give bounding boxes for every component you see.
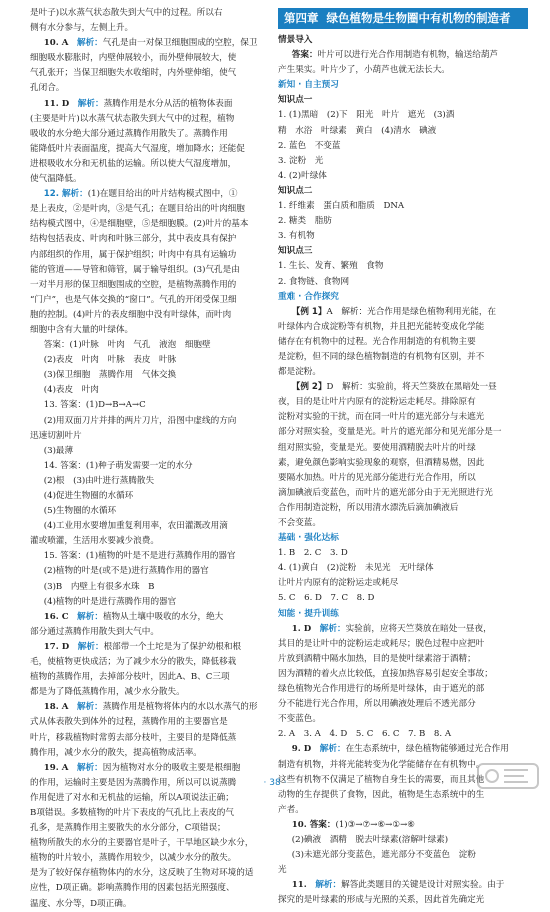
text-line: 5. C 6. D 7. C 8. D bbox=[278, 593, 375, 604]
text-line: 结构模式图中，④是细胞壁，⑤是细胞膜。(2)叶片的基本 bbox=[30, 219, 249, 230]
text-line: 要隔水加热。叶片的见光部分能进行光合作用，所以 bbox=[278, 472, 476, 483]
text-line: 1. 生长、发育、繁殖 食物 bbox=[278, 261, 384, 272]
text-line: 产者。 bbox=[278, 804, 304, 815]
text-line: 是淀粉，但不同的绿色植物制造的有机物有区别，并不 bbox=[278, 351, 485, 362]
text-line: 制造有机物，并将光能转变为化学能储存在有机物中。 bbox=[278, 759, 485, 770]
text-line: 分不能进行光合作用，所以用碘液处理后不透光部分 bbox=[278, 699, 476, 710]
text-line: 侧有水分参与，左侧上升。 bbox=[30, 23, 134, 34]
text-line: 能的管道——导管和筛管，属于输导组织。(3)气孔是由 bbox=[30, 264, 240, 275]
text-line: “门户”，也是气体交换的“窗口”。气孔的开闭受保卫细 bbox=[30, 294, 237, 305]
text-line: 植物所散失的水分的主要器官是叶子，干旱地区缺少水分， bbox=[30, 838, 254, 849]
answer-line: (4)表皮 叶肉 bbox=[43, 385, 99, 396]
text-line: 叶绿体内合成淀粉等有机物，并且把光能转变成化学能 bbox=[278, 321, 485, 332]
text-line: 2. 食物链、食物网 bbox=[278, 276, 350, 287]
answer-line: (4)植物的叶是进行蒸腾作用的器官 bbox=[43, 596, 177, 607]
text-line: 其目的是让叶中的淀粉运走或耗尽；脱色过程中应把叶 bbox=[278, 638, 485, 649]
section-heading: 情景导入 bbox=[278, 35, 313, 45]
text-line: 应性，D项正确。影响蒸腾作用的因素包括光照强度、 bbox=[30, 883, 235, 894]
text-line: 3. 淀粉 光 bbox=[278, 155, 324, 166]
answer-line: 灌或喷灌，生活用水要减少浪费。 bbox=[30, 536, 159, 547]
text-line: 部分对照实验，变量是光。叶片的遮光部分和见光部分是一 bbox=[278, 427, 502, 438]
text-line: 组对照实验，变量是光。要使用酒精脱去叶片的叶绿 bbox=[278, 442, 476, 453]
section-heading: 知能 · 提升训练 bbox=[278, 608, 339, 619]
text-line: 毛，使植物更快成活；为了减少水分的散失，降低移栽 bbox=[30, 657, 237, 668]
text-line: 让叶片内原有的淀粉运走或耗尽 bbox=[278, 578, 399, 589]
training-1: 1. D 解析：实验前，应将天竺葵放在暗处一昼夜， bbox=[291, 623, 492, 634]
text-line: 素，避免颜色影响实验现象的观察，但酒精易燃，因此 bbox=[278, 457, 485, 468]
text-line: 4. (1)黄白 (2)淀粉 未见光 无叶绿体 bbox=[278, 563, 434, 574]
text-line: 产生果实。叶片少了，小葫芦也就无法长大。 bbox=[278, 65, 450, 76]
text-line: 合作用制造淀粉，所以用清水漂洗后滴加碘液后 bbox=[278, 502, 459, 513]
chapter-title: 绿色植物是生物圈中有机物的制造者 bbox=[326, 11, 511, 25]
text-line: 叶片，移栽植物时常剪去部分枝叶，主要目的是降低蒸 bbox=[30, 732, 237, 743]
answer-10: 10. A 解析：气孔是由一对保卫细胞围成的空腔，保卫 bbox=[43, 38, 258, 49]
text-line: (3)未遮光部分变蓝色，遮光部分不变蓝色 淀粉 bbox=[291, 850, 476, 861]
answer-line: (3)B 内壁上有很多水珠 B bbox=[43, 581, 155, 592]
text-line: 1. 纤维素 蛋白质和脂质 DNA bbox=[278, 201, 405, 212]
text-line: 3. 有机物 bbox=[278, 231, 315, 242]
answer-line: (4)促进生物圈的水循环 bbox=[43, 491, 134, 501]
section-heading: 新知 · 自主预习 bbox=[278, 80, 339, 91]
text-line: 探究的是叶绿素的形成与光照的关系，因此首先确定光 bbox=[278, 895, 485, 906]
text-line: 内部组织的作用，属于保护组织；叶肉中有具有运输功 bbox=[30, 249, 237, 260]
text-line: 一对半月形的保卫细胞围成的空腔，是植物蒸腾作用的 bbox=[30, 279, 237, 290]
text-line: 式从体表散失到体外的过程，蒸腾作用的主要器官是 bbox=[30, 717, 228, 728]
text-line: 都是为了降低蒸腾作用，减少水分散失。 bbox=[30, 687, 185, 698]
text-line: 孔闭合。 bbox=[30, 83, 65, 94]
text-line: 胞的控制。(4)叶片的表皮细胞中没有叶绿体，而叶肉 bbox=[30, 309, 232, 320]
text-line: 4. (2)叶绿体 bbox=[278, 170, 327, 181]
text-line: (2)碘液 酒精 脱去叶绿素(溶解叶绿素) bbox=[291, 834, 449, 845]
knowledge-heading: 知识点一 bbox=[278, 95, 313, 106]
text-line: 结构包括表皮、叶肉和叶脉三部分，其中表皮具有保护 bbox=[30, 234, 237, 245]
text-line: 腾作用，减少水分的散失，提高植物成活率。 bbox=[30, 747, 202, 758]
answer-line: (2)表皮 叶肉 叶脉 表皮 叶脉 bbox=[43, 355, 177, 366]
text-line: 滴加碘液后变蓝色，而叶片的遮光部分由于无光照进行光 bbox=[278, 487, 493, 498]
text-line: 吸收的水分绝大部分通过蒸腾作用散失了。蒸腾作用 bbox=[30, 128, 228, 139]
page-number: · 38 · bbox=[263, 778, 287, 788]
answer-13: 13. 答案：(1)D→B→A→C bbox=[43, 400, 146, 411]
text-line: 1. (1)黑暗 (2)下 阳光 叶片 遮光 (3)酒 bbox=[278, 110, 455, 121]
chapter-banner bbox=[278, 8, 528, 29]
text-line: 2. 蓝色 不变蓝 bbox=[278, 140, 341, 151]
text-line: 夜，目的是让叶片内原有的淀粉运走耗尽。排除原有 bbox=[278, 397, 476, 408]
text-line: 因为酒精的着火点比较低，直接加热容易引起安全事故； bbox=[278, 668, 493, 679]
section-heading: 基础 · 强化达标 bbox=[278, 533, 339, 544]
text-line: 孔多，是蒸腾作用主要散失的水分部分，C项错误； bbox=[30, 823, 226, 834]
text-line: 精 水浴 叶绿素 黄白 (4)清水 碘液 bbox=[278, 125, 437, 136]
text-line: 植物的叶片较小，蒸腾作用较少，以减少水分的散失。 bbox=[30, 853, 237, 864]
answer-15: 15. 答案：(1)植物的叶是不是进行蒸腾作用的器官 bbox=[43, 551, 236, 562]
text-line: 植物的蒸腾作用，去掉部分枝叶，因此A、B、C三项 bbox=[30, 672, 230, 683]
knowledge-heading: 知识点二 bbox=[278, 185, 313, 196]
text-line: 细胞吸水膨胀时，内壁伸展较小，而外壁伸展较大，使 bbox=[30, 53, 237, 64]
training-10: 10. 答案：(1)③→⑦→⑥→①→⑥ bbox=[291, 819, 415, 830]
training-9: 9. D 解析：在生态系统中，绿色植物能够通过光合作用 bbox=[291, 744, 509, 755]
answer-17: 17. D 解析：根部带一个土坨是为了保护幼根和根 bbox=[43, 641, 242, 652]
answer-line: (2)植物的叶是(或不是)进行蒸腾作用的器官 bbox=[43, 566, 209, 577]
text-line: 2. A 3. A 4. D 5. C 6. C 7. B 8. A bbox=[278, 729, 452, 740]
text-line: 温度、水分等，D项正确。 bbox=[30, 898, 132, 909]
text-line: 都是淀粉。 bbox=[278, 367, 321, 378]
text-line: 这些有机物不仅满足了植物自身生长的需要，而且其他 bbox=[278, 774, 485, 785]
answer-line: (5)生物圈的水循环 bbox=[43, 506, 117, 517]
answer-line: (3)保卫细胞 蒸腾作用 气体交换 bbox=[43, 370, 177, 381]
text-line: 光 bbox=[278, 865, 287, 876]
answer-16: 16. C 解析：植物从土壤中吸收的水分，绝大 bbox=[43, 611, 224, 622]
example-2: 【例 2】D 解析：实验前，将天竺葵放在黑暗处一昼 bbox=[291, 382, 497, 393]
text-line: 能降低叶片表面温度，提高大气湿度，增加降水；还能促 bbox=[30, 143, 245, 154]
text-line: 绿色植物光合作用进行的场所是叶绿体，由于遮光的部 bbox=[278, 684, 485, 695]
training-11: 11. 解析：解答此类题目的关键是设计对照实验。由于 bbox=[291, 880, 505, 891]
answer-11: 11. D 解析：蒸腾作用是水分从活的植物体表面 bbox=[43, 98, 233, 109]
text-line: 动物的生存提供了食物，因此，植物是生态系统中的生 bbox=[278, 789, 485, 800]
watermark-logo-icon bbox=[476, 760, 540, 792]
text-line: 的作用，运输时主要是因为蒸腾作用，所以可以说蒸腾 bbox=[30, 777, 237, 788]
text-line: 进根吸收水分和无机盐的运输。所以使大气湿度增加， bbox=[30, 158, 237, 169]
knowledge-heading: 知识点三 bbox=[278, 246, 313, 257]
answer-18: 18. A 解析：蒸腾作用是植物将体内的水以水蒸气的形 bbox=[43, 702, 258, 713]
answer-line: (3)最薄 bbox=[43, 445, 74, 456]
text-line: 是叶子)以水蒸气状态散失到大气中的过程。所以右 bbox=[30, 8, 223, 18]
text-line: 使气温降低。 bbox=[30, 174, 82, 185]
answer-line: (4)工业用水要增加重复利用率，农田灌溉改用滴 bbox=[43, 521, 228, 532]
answer-line: 迅速切割叶片 bbox=[30, 430, 82, 441]
text-line: 部分通过蒸腾作用散失到大气中。 bbox=[30, 626, 159, 637]
text-line: 不会变蓝。 bbox=[278, 518, 321, 528]
answer-19: 19. A 解析：因为植物对水分的吸收主要是根细胞 bbox=[43, 762, 241, 773]
answer-line: 答案：(1)叶脉 叶肉 气孔 液泡 细胞壁 bbox=[43, 340, 211, 351]
text-line: 2. 糖类 脂肪 bbox=[278, 216, 332, 227]
text-line: 是上表皮，②是叶肉，③是气孔；在题目给出的叶肉细胞 bbox=[30, 204, 245, 215]
text-line: B项错误。多数植物的叶片下表皮的气孔比上表皮的气 bbox=[30, 807, 234, 818]
answer-line: (2)根 (3)由叶进行蒸腾散失 bbox=[43, 475, 155, 486]
answer-12: 12. 解析：(1)在题目给出的叶片结构模式图中，① bbox=[43, 189, 238, 200]
section-heading: 重难 · 合作探究 bbox=[278, 291, 339, 302]
answer-14: 14. 答案：(1)种子萌发需要一定的水分 bbox=[43, 460, 193, 471]
text-line: 片放到酒精中隔水加热，目的是使叶绿素溶于酒精； bbox=[278, 653, 476, 664]
text-line: 不变蓝色。 bbox=[278, 714, 321, 725]
text-line: 淀粉对实验的干扰，而在同一叶片的遮光部分与未遮光 bbox=[278, 412, 485, 423]
text-line: 气孔张开；当保卫细胞失水收缩时，内外壁伸缩，使气 bbox=[30, 68, 237, 79]
answer-line: (2)用双面刀片并排的两片刀片，沿图中虚线的方向 bbox=[43, 415, 237, 426]
chapter-number: 第四章 bbox=[284, 11, 319, 25]
intro-answer: 答案：叶片可以进行光合作用制造有机物，输送给葫芦 bbox=[291, 50, 499, 61]
text-line: 细胞中含有大量的叶绿体。 bbox=[30, 324, 134, 335]
text-line: (主要是叶片)以水蒸气状态散失到大气中的过程，植物 bbox=[30, 113, 235, 124]
text-line: 作用促进了对水和无机盐的运输，所以A项说法正确； bbox=[30, 792, 234, 803]
text-line: 储存在有机物中的过程。光合作用制造的有机物主要 bbox=[278, 336, 476, 347]
text-line: 1. B 2. C 3. D bbox=[278, 548, 348, 559]
text-line: 是为了较好保存植物体内的水分，这反映了生物对环境的适 bbox=[30, 868, 254, 879]
example-1: 【例 1】A 解析：光合作用是绿色植物利用光能，在 bbox=[291, 306, 497, 317]
left-column bbox=[30, 6, 267, 912]
